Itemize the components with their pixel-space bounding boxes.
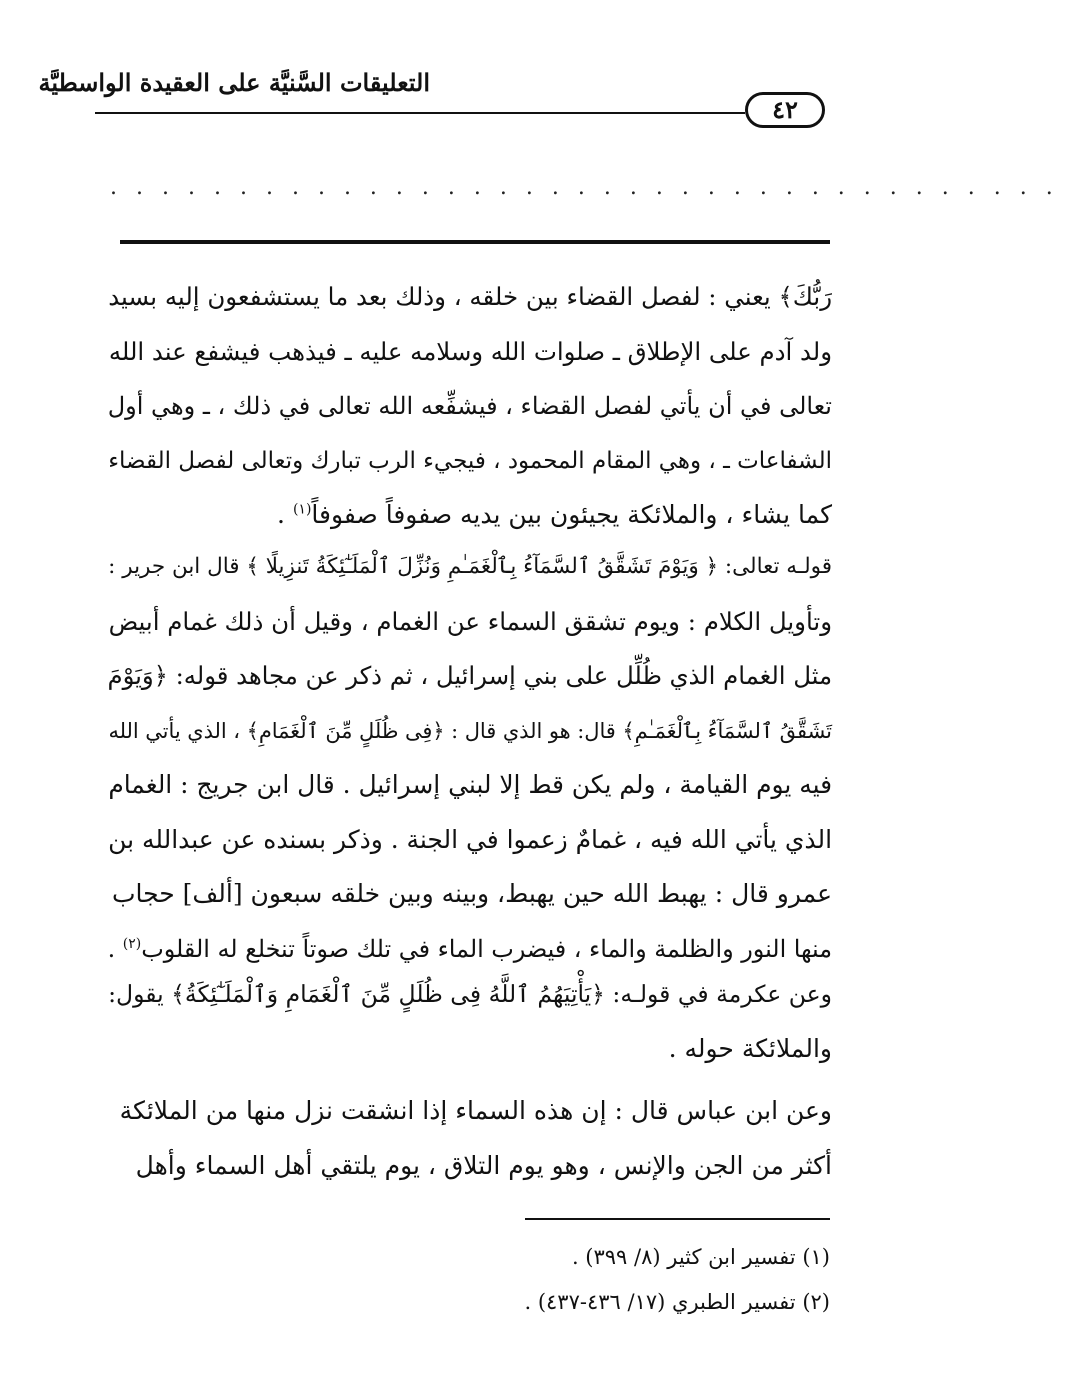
text-line: والملائكة حوله . [668,1033,832,1063]
text-line: أكثر من الجن والإنس ، وهو يوم التلاق ، يوم يلتقي أهل السماء وأهل [135,1150,832,1180]
text-line: فيه يوم القيامة ، ولم يكن قط إلا لبني إسرائيل . قال ابن جريج : الغمام [108,770,832,799]
sentence-end: . [107,934,123,963]
header-rule [95,112,745,114]
text-line: قولـه تعالى: ﴿ وَيَوْمَ تَشَقَّقُ ٱلسَّمَآءُ بِٱلْغَمَـٰمِ وَنُزِّلَ ٱلْمَلَـٰٓئِكَةُ تَنزِيلًا ﴾ قال ابن جرير : [108,554,832,579]
paragraph-1 [108,270,832,543]
text-line: وعن عكرمة في قولـه: ﴿يَأْتِيَهُمُ ٱللَّهُ فِى ظُلَلٍ مِّنَ ٱلْغَمَامِ وَٱلْمَلَـٰٓئِكَةُ﴾ يقول: [108,980,832,1008]
text-line: عمرو قال : يهبط الله حين يهبط، وبينه وبين خلقه سبعون [ألف] حجاب [111,879,832,908]
text-line [108,488,832,543]
text-line: مثل الغمام الذي ظُلِّل على بني إسرائيل ، ثم ذكر عن مجاهد قوله: ﴿وَيَوْمَ [107,661,832,690]
text-line-content: منها النور والظلمة والماء ، فيضرب الماء في تلك صوتاً تنخلع له القلوب [141,934,832,963]
text-line: رَبُّكَ﴾ يعني : لفصل القضاء بين خلقه ، وذلك بعد ما يستشفعون إليه بسيد [108,282,832,311]
text-line: ولد آدم على الإطلاق ـ صلوات الله وسلامه عليه ـ فيذهب فيشفع عند الله [108,336,832,366]
footnote-ref-2: (٢) [122,935,142,952]
content-top-rule [120,240,830,244]
text-line-content: كما يشاء ، والملائكة يجيئون بين يديه صفوفاً صفوفاً [311,500,832,529]
footnote-1: (١) تفسير ابن كثير (٨/ ٣٩٩) . [571,1245,830,1269]
text-line: وتأويل الكلام : ويوم تشقق السماء عن الغمام ، وقيل أن ذلك غمام أبيض [108,606,832,636]
text-line: وعن ابن عباس قال : إن هذه السماء إذا انشقت نزل منها من الملائكة [119,1096,832,1125]
sentence-end: . [277,500,293,529]
page-number-badge: ٤٢ [745,92,825,128]
paragraph-4 [108,1084,832,1193]
text-line: الذي يأتي الله فيه ، غمامٌ زعموا في الجنة . وذكر بسنده عن عبدالله بن [108,824,832,854]
paragraph-3 [108,967,832,1076]
footnote-ref-1: (١) [292,501,312,518]
running-header-title: التعليقات السَّنيَّة على العقيدة الواسطيَّة [38,68,430,97]
text-line: تَشَقَّقُ ٱلسَّمَآءُ بِٱلْغَمَـٰمِ﴾ قال: هو الذي قال : ﴿فِى ظُلَلٍ مِّنَ ٱلْغَمَامِ﴾ ، الذي يأتي الله [108,718,832,743]
footnote-2: (٢) تفسير الطبري (١٧/ ٤٣٦-٤٣٧) . [524,1290,830,1314]
dotted-separator: ..................................... [110,175,1072,200]
footnote-rule [525,1218,830,1220]
text-line: الشفاعات ـ ، وهي المقام المحمود ، فيجيء الرب تبارك وتعالى لفصل القضاء [108,447,832,474]
paragraph-2 [108,540,832,976]
text-line: تعالى في أن يأتي لفصل القضاء ، فيشفِّعه الله تعالى في ذلك ، ـ وهي أول [107,392,832,420]
